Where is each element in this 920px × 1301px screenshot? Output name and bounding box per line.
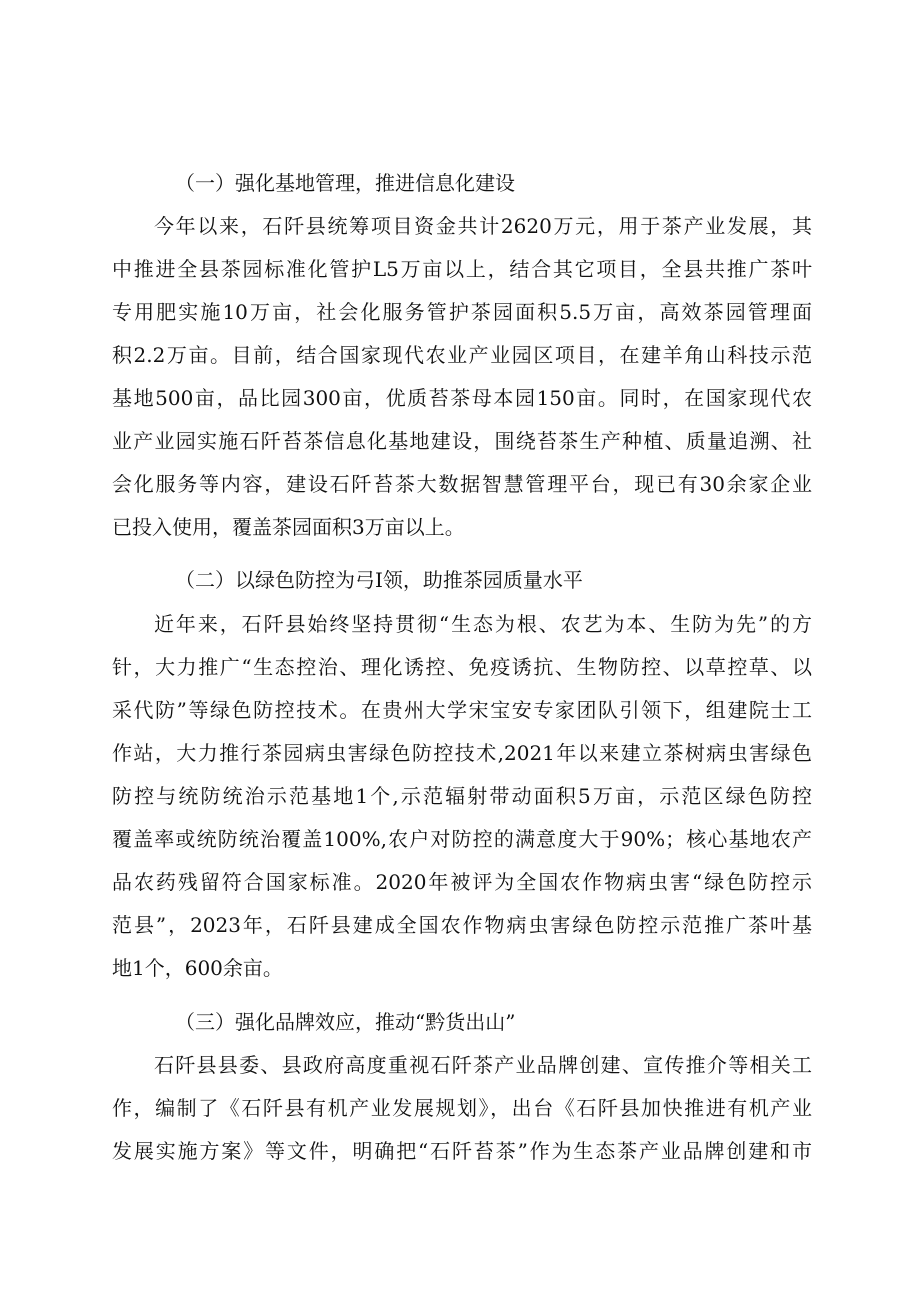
paragraph-line: 地1个，600余亩。 bbox=[112, 956, 283, 980]
paragraph-line: 会化服务等内容，建设石阡苔茶大数据智慧管理平台，现已有30余家企业 bbox=[112, 472, 812, 496]
paragraph-line: 已投入使用，覆盖茶园面积3万亩以上。 bbox=[112, 515, 465, 539]
section-heading-1: （一）强化基地管理，推进信息化建设 bbox=[175, 171, 515, 195]
section-heading-2: （二）以绿色防控为弓I领，助推茶园质量水平 bbox=[175, 568, 583, 592]
paragraph-line: 范县”，2023年，石阡县建成全国农作物病虫害绿色防控示范推广茶叶基 bbox=[112, 913, 812, 937]
paragraph-line: 覆盖率或统防统治覆盖100%,农户对防控的满意度大于90%；核心基地农产 bbox=[112, 827, 812, 851]
paragraph-line: 采代防”等绿色防控技术。在贵州大学宋宝安专家团队引领下，组建院士工 bbox=[112, 698, 812, 722]
paragraph-line: 针，大力推广“生态控治、理化诱控、免疫诱抗、生物防控、以草控草、以 bbox=[112, 655, 812, 679]
paragraph-line: 中推进全县茶园标准化管护L5万亩以上，结合其它项目，全县共推广茶叶 bbox=[112, 257, 812, 281]
paragraph-line: 今年以来，石阡县统筹项目资金共计2620万元，用于茶产业发展，其 bbox=[154, 214, 812, 238]
paragraph-line: 作站，大力推行茶园病虫害绿色防控技术,2021年以来建立茶树病虫害绿色 bbox=[112, 741, 812, 765]
paragraph-line: 防控与统防统治示范基地1个,示范辐射带动面积5万亩，示范区绿色防控 bbox=[112, 784, 812, 808]
paragraph-line: 业产业园实施石阡苔茶信息化基地建设，围绕苔茶生产种植、质量追溯、社 bbox=[112, 429, 812, 453]
paragraph-line: 专用肥实施10万亩，社会化服务管护茶园面积5.5万亩，高效茶园管理面 bbox=[112, 300, 812, 324]
paragraph-line: 作，编制了《石阡县有机产业发展规划》，出台《石阡县加快推进有机产业 bbox=[112, 1096, 812, 1120]
paragraph-line: 发展实施方案》等文件，明确把“石阡苔茶”作为生态茶产业品牌创建和市 bbox=[112, 1139, 812, 1163]
paragraph-line: 石阡县县委、县政府高度重视石阡茶产业品牌创建、宣传推介等相关工 bbox=[154, 1053, 812, 1077]
section-heading-3: （三）强化品牌效应，推动“黔货出山” bbox=[175, 1010, 516, 1034]
paragraph-line: 品农药残留符合国家标准。2020年被评为全国农作物病虫害“绿色防控示 bbox=[112, 870, 812, 894]
paragraph-line: 近年来，石阡县始终坚持贯彻“生态为根、农艺为本、生防为先”的方 bbox=[154, 612, 812, 636]
paragraph-line: 基地500亩，品比园300亩，优质苔茶母本园150亩。同时，在国家现代农 bbox=[112, 386, 812, 410]
paragraph-line: 积2.2万亩。目前，结合国家现代农业产业园区项目，在建羊角山科技示范 bbox=[112, 343, 812, 367]
